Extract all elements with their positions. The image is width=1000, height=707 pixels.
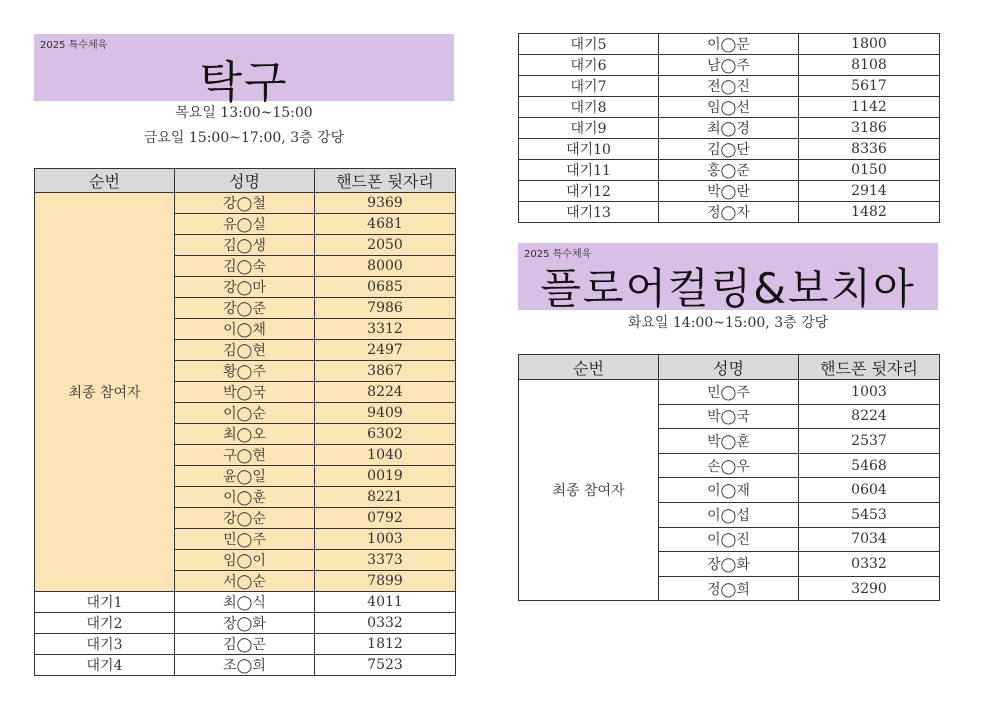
schedule-line: 금요일 15:00~17:00, 3층 강당 — [143, 130, 345, 146]
table-row — [519, 181, 940, 202]
phone-cell: 7523 — [315, 655, 456, 676]
phone-cell: 0604 — [799, 478, 940, 503]
curling-roster — [518, 354, 940, 601]
name-cell: 이◯섭 — [659, 502, 799, 527]
name-cell: 박◯훈 — [659, 429, 799, 454]
phone-cell: 7899 — [315, 571, 456, 592]
phone-cell: 0150 — [799, 160, 940, 181]
waitlist-no-cell: 대기6 — [519, 55, 659, 76]
waitlist-no-cell: 대기2 — [35, 613, 175, 634]
phone-cell: 5468 — [799, 453, 940, 478]
header-cell-phone: 핸드폰 뒷자리 — [315, 169, 456, 193]
phone-cell: 5617 — [799, 76, 940, 97]
phone-cell: 9369 — [315, 193, 456, 214]
name-cell: 김◯현 — [175, 340, 315, 361]
name-cell: 구◯현 — [175, 445, 315, 466]
phone-cell: 1040 — [315, 445, 456, 466]
waitlist-no-cell: 대기11 — [519, 160, 659, 181]
phone-cell: 9409 — [315, 403, 456, 424]
phone-cell: 8224 — [315, 382, 456, 403]
waitlist-no-cell: 대기4 — [35, 655, 175, 676]
banner-title: 플로어컬링&보치아 — [540, 264, 916, 313]
name-cell: 최◯오 — [175, 424, 315, 445]
name-cell: 이◯순 — [175, 403, 315, 424]
waitlist-no-cell: 대기1 — [35, 592, 175, 613]
name-cell: 남◯주 — [659, 55, 799, 76]
name-cell: 윤◯일 — [175, 466, 315, 487]
phone-cell: 3373 — [315, 550, 456, 571]
table-row — [519, 97, 940, 118]
phone-cell: 3312 — [315, 319, 456, 340]
waitlist-no-cell: 대기5 — [519, 34, 659, 55]
name-cell: 황◯주 — [175, 361, 315, 382]
table-row — [35, 592, 456, 613]
phone-cell: 0792 — [315, 508, 456, 529]
phone-cell: 3867 — [315, 361, 456, 382]
waitlist-no-cell: 대기9 — [519, 118, 659, 139]
group-label-cell: 최종 참여자 — [35, 193, 175, 592]
schedule-line: 목요일 13:00~15:00 — [175, 105, 313, 121]
phone-cell: 8336 — [799, 139, 940, 160]
banner-tag: 2025 특수체육 — [40, 40, 108, 51]
phone-cell: 4011 — [315, 592, 456, 613]
phone-cell: 8221 — [315, 487, 456, 508]
phone-cell: 1003 — [799, 380, 940, 405]
header-row — [35, 169, 456, 193]
phone-cell: 8224 — [799, 404, 940, 429]
header-row — [519, 355, 940, 380]
name-cell: 이◯문 — [659, 34, 799, 55]
table-row — [35, 193, 456, 214]
schedule-line: 화요일 14:00~15:00, 3층 강당 — [627, 315, 829, 331]
phone-cell: 7034 — [799, 527, 940, 552]
name-cell: 민◯주 — [175, 529, 315, 550]
name-cell: 정◯자 — [659, 202, 799, 223]
name-cell: 강◯순 — [175, 508, 315, 529]
header-cell-no: 순번 — [35, 169, 175, 193]
header-cell-name: 성명 — [175, 169, 315, 193]
waitlist-no-cell: 대기10 — [519, 139, 659, 160]
table-row — [519, 380, 940, 405]
name-cell: 이◯진 — [659, 527, 799, 552]
table-row — [35, 634, 456, 655]
name-cell: 강◯준 — [175, 298, 315, 319]
waitlist-no-cell: 대기13 — [519, 202, 659, 223]
name-cell: 장◯화 — [175, 613, 315, 634]
phone-cell: 1482 — [799, 202, 940, 223]
table-row — [35, 613, 456, 634]
name-cell: 박◯국 — [175, 382, 315, 403]
name-cell: 전◯진 — [659, 76, 799, 97]
table-row — [519, 139, 940, 160]
name-cell: 정◯희 — [659, 576, 799, 601]
phone-cell: 8108 — [799, 55, 940, 76]
waitlist-no-cell: 대기7 — [519, 76, 659, 97]
table-tennis-waitlist-continued — [518, 33, 940, 223]
phone-cell: 3290 — [799, 576, 940, 601]
table-row — [519, 202, 940, 223]
phone-cell: 3186 — [799, 118, 940, 139]
name-cell: 최◯식 — [175, 592, 315, 613]
phone-cell: 0685 — [315, 277, 456, 298]
table-row — [519, 76, 940, 97]
phone-cell: 2537 — [799, 429, 940, 454]
table-row — [519, 118, 940, 139]
name-cell: 강◯마 — [175, 277, 315, 298]
group-label-cell: 최종 참여자 — [519, 380, 659, 601]
phone-cell: 4681 — [315, 214, 456, 235]
header-cell-name: 성명 — [659, 355, 799, 380]
name-cell: 강◯철 — [175, 193, 315, 214]
curling-banner — [518, 243, 938, 313]
name-cell: 손◯우 — [659, 453, 799, 478]
phone-cell: 0019 — [315, 466, 456, 487]
name-cell: 김◯숙 — [175, 256, 315, 277]
phone-cell: 1003 — [315, 529, 456, 550]
table-row — [519, 55, 940, 76]
name-cell: 이◯훈 — [175, 487, 315, 508]
banner-title: 탁구 — [199, 57, 289, 108]
name-cell: 홍◯준 — [659, 160, 799, 181]
header-cell-phone: 핸드폰 뒷자리 — [799, 355, 940, 380]
phone-cell: 1800 — [799, 34, 940, 55]
name-cell: 유◯실 — [175, 214, 315, 235]
phone-cell: 0332 — [799, 552, 940, 577]
table-row — [35, 655, 456, 676]
waitlist-no-cell: 대기12 — [519, 181, 659, 202]
header-cell-no: 순번 — [519, 355, 659, 380]
phone-cell: 8000 — [315, 256, 456, 277]
name-cell: 이◯재 — [659, 478, 799, 503]
phone-cell: 5453 — [799, 502, 940, 527]
phone-cell: 6302 — [315, 424, 456, 445]
name-cell: 조◯희 — [175, 655, 315, 676]
name-cell: 임◯선 — [659, 97, 799, 118]
name-cell: 김◯생 — [175, 235, 315, 256]
waitlist-no-cell: 대기3 — [35, 634, 175, 655]
name-cell: 박◯국 — [659, 404, 799, 429]
table-tennis-roster — [34, 168, 456, 676]
phone-cell: 2050 — [315, 235, 456, 256]
waitlist-no-cell: 대기8 — [519, 97, 659, 118]
table-tennis-banner — [34, 34, 454, 108]
banner-tag: 2025 특수체육 — [524, 249, 592, 260]
phone-cell: 2914 — [799, 181, 940, 202]
name-cell: 이◯채 — [175, 319, 315, 340]
phone-cell: 1142 — [799, 97, 940, 118]
name-cell: 민◯주 — [659, 380, 799, 405]
phone-cell: 0332 — [315, 613, 456, 634]
table-row — [519, 34, 940, 55]
phone-cell: 2497 — [315, 340, 456, 361]
phone-cell: 7986 — [315, 298, 456, 319]
name-cell: 장◯화 — [659, 552, 799, 577]
name-cell: 김◯단 — [659, 139, 799, 160]
table-row — [519, 160, 940, 181]
name-cell: 임◯이 — [175, 550, 315, 571]
name-cell: 최◯경 — [659, 118, 799, 139]
name-cell: 박◯란 — [659, 181, 799, 202]
name-cell: 서◯순 — [175, 571, 315, 592]
name-cell: 김◯곤 — [175, 634, 315, 655]
phone-cell: 1812 — [315, 634, 456, 655]
